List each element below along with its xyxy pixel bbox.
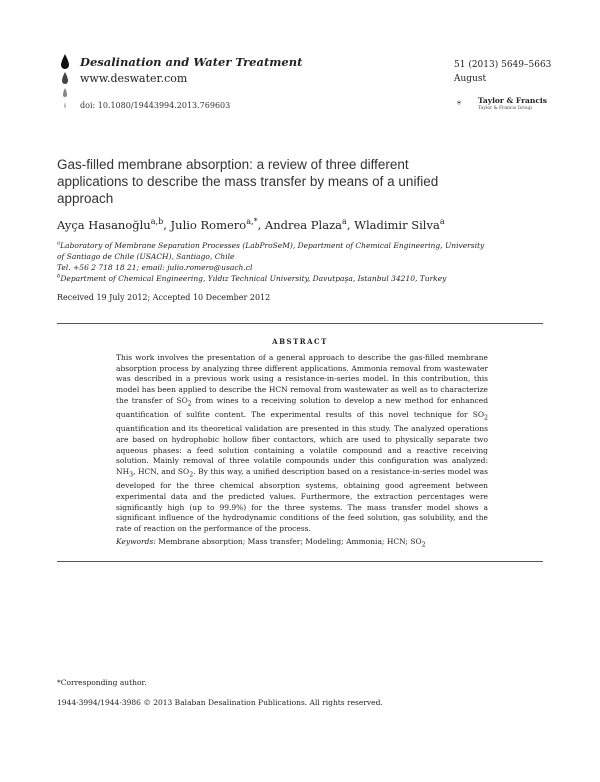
author-sup: a [439,217,445,227]
abstract-part: from wines to a receiving solution to develop a new method for enhanced quantification of sulfite content. The experimental results of this novel technique for SO [116,395,488,420]
affiliation-b [57,273,487,284]
publisher-group: Taylor & Francis Group [478,106,532,111]
abstract-heading: ABSTRACT [272,337,328,346]
abstract-sub: 2 [187,400,192,408]
publisher-name: Taylor & Francis [478,96,547,105]
abstract-sub: 2 [484,414,488,422]
received-dates: Received 19 July 2012; Accepted 10 December 2012 [57,293,271,302]
affiliation-b-text: Department of Chemical Engineering, Yıldız Technical University, Davutpaşa, Istanbul 34210, Turkey [60,274,447,283]
keywords [116,537,426,549]
abstract-sub: 2 [189,471,194,479]
affiliation-a-text: Laboratory of Membrane Separation Processes (LabProSeM), Department of Chemical Engineering, University of Santiago de Chile (USACH), Santiago, Chile [57,241,485,261]
copyright: 1944-3994/1944-3986 © 2013 Balaban Desalination Publications. All rights reserved. [57,698,383,707]
affiliation-b-mark: b [57,273,61,280]
abstract-part: This work involves the presentation of a general approach to describe the gas-filled membrane absorption process by analyzing three different applications. Ammonia removal from wastewater was described in a previous work using a resistance-in-series model. In this contribution, this model has been applied to describe the HCN removal from wastewater as well as to characterize the transfer of SO [116,353,488,405]
abstract-part: . By this way, a unified description based on a resistance-in-series model was developed for the three chemical absorption systems, obtaining good agreement between experimental data and the predicted values. Furthermore, the extraction percentages were significantly high (up to 99.9%) for the three systems. The mass transfer model shows a significant influence of the hydrodynamic conditions of the feed solution, gas solubility, and the rate of reaction on the performance of the process. [116,467,488,534]
journal-website[interactable]: www.deswater.com [80,72,188,85]
author-name: Julio Romero [170,218,247,232]
issue-month: August [454,74,487,84]
abstract-text [116,353,488,535]
divider-bottom [57,561,543,562]
corresponding-author-note: *Corresponding author. [57,678,147,687]
publisher-logo-icon [457,94,477,112]
volume-info [454,58,551,86]
keywords-label: Keywords: [116,537,156,546]
keywords-sub: 2 [421,541,426,549]
doi[interactable]: doi: 10.1080/19443994.2013.769603 [80,101,231,110]
journal-name: Desalination and Water Treatment [80,55,303,69]
keywords-text: Membrane absorption; Mass transfer; Modeling; Ammonia; HCN; SO [158,537,422,546]
abstract-sub: 3 [129,471,134,479]
affiliation-a-mark: a [57,240,61,247]
authors: Ayça Hasanoğlu$^{a,b}$, Julio Romero$^{a,*}$, Andrea Plaza$^a$, Wladimir Silva$^a$ [57,217,445,232]
journal-logo-drops-icon [58,52,72,112]
author-name: Andrea Plaza [264,218,342,232]
author-name: Ayça Hasanoğlu [57,218,151,232]
author-sup: a,* [246,217,258,227]
abstract-part: , HCN, and SO [133,467,190,477]
abstract-part: quantification and its theoretical validation are presented in this study. The analyzed operations are based on hydrophobic hollow fiber contactors, which are used to physically separate two aqueous phases: a feed solution containing a volatile compound and a reactive receiving solution. Mainly removal of three volatile compounds under this configuration was analyzed: NH [116,424,488,477]
author-name: Wladimir Silva [354,218,440,232]
contact-info: Tel. +56 2 718 18 21; email: julio.romero@usach.cl [57,263,253,272]
article-title: Gas-filled membrane absorption: a review of three different applications to describe the mass transfer by means of a unified approach [57,157,439,206]
author-sup: a [342,217,347,227]
affiliations [57,240,487,284]
divider-top [57,323,543,324]
affiliation-a [57,240,487,262]
author-sup: a,b [150,217,164,227]
volume-pages: 51 (2013) 5649–5663 [454,60,552,70]
